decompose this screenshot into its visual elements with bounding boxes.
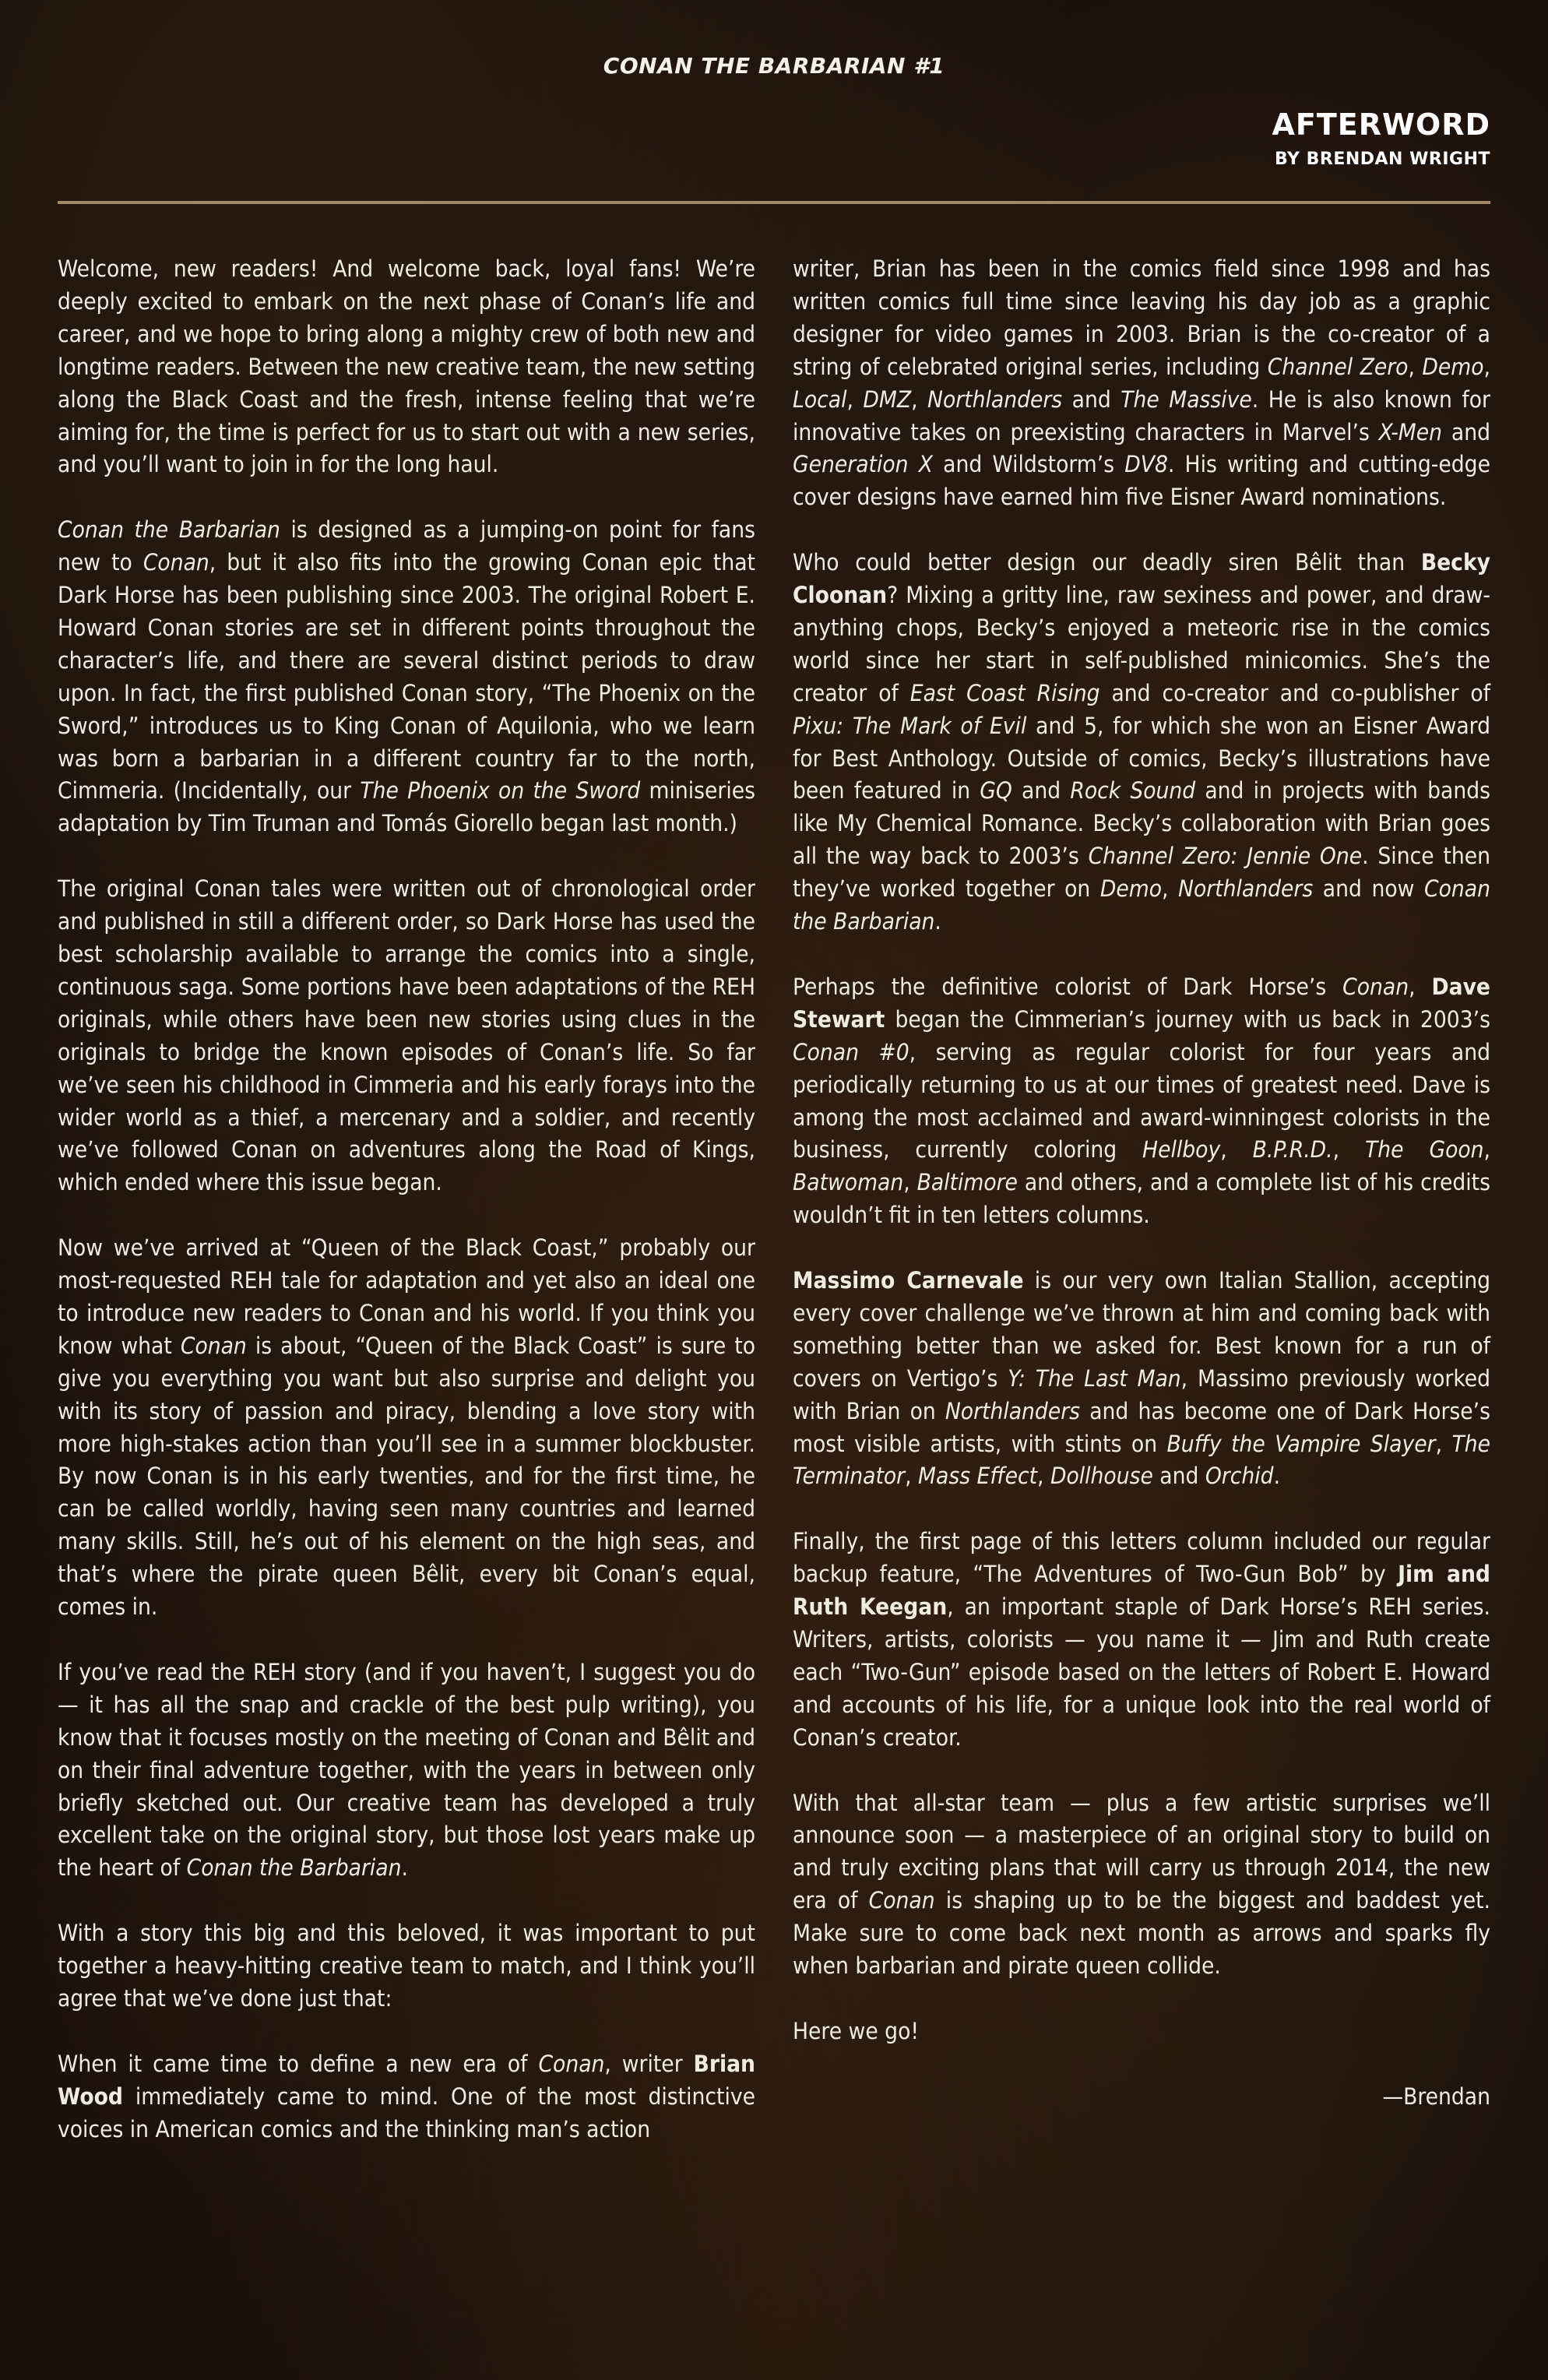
text-span: Now we’ve arrived at “Queen of the Black Coast,” probably our most-requested REH tale for adaptation and yet also an ideal one to introduce new readers to Conan and his world. If you think you know what	[58, 1234, 755, 1359]
text-span: , Massimo previously worked with Brian on	[793, 1364, 1490, 1424]
paragraph: The original Conan tales were written out of chronological order and published in still a different order, so Dark Horse has used the best scholarship available to arrange the comics into a single, continuous saga. Some portions have been adaptations of the REH originals, while others have been new stories using clues in the originals to bridge the known episodes of Conan’s life. So far we’ve seen his childhood in Cimmeria and his early forays into the wider world as a thief, a mercenary and a soldier, and recently we’ve followed Conan on adventures along the Road of Kings, which ended where this issue began.	[58, 875, 755, 1196]
byline: BY BRENDAN WRIGHT	[1274, 150, 1490, 169]
paragraph	[58, 514, 755, 840]
text-span: Mass Effect	[918, 1463, 1038, 1490]
header-divider	[58, 201, 1490, 204]
paragraph	[58, 1656, 755, 1885]
text-span: Local	[793, 386, 847, 413]
text-span: and	[1011, 777, 1071, 804]
paragraph	[793, 1787, 1490, 1983]
text-span: Demo	[1422, 353, 1484, 380]
text-span: ,	[846, 386, 864, 413]
text-span: Finally, the first page of this letters column included our regular backup feature, “The Adventures of Two-Gun Bob” by	[793, 1528, 1490, 1588]
text-span: Orchid	[1205, 1463, 1274, 1490]
text-span: Dave Stewart	[793, 973, 1490, 1033]
text-span: , but it also fits into the growing Conan epic that Dark Horse has been publishing since 2003. The original Robert E. Howard Conan stories are set in different points throughout the character’s life, and there are several distinct periods to draw upon. In fact, the first published Conan story, “The Phoenix on the Sword,” introduces us to King Conan of Aquilonia, who we learn was born a barbarian in a different country far to the north, Cimmeria. (Incidentally, our	[58, 549, 755, 804]
text-span: . Since then they’ve worked together on	[793, 843, 1490, 903]
text-span: and in projects with bands like My Chemical Romance. Becky’s collaboration with Brian goes all the way back to 2003’s	[793, 777, 1490, 870]
text-span: and now	[1313, 875, 1425, 903]
text-span: When it came time to define a new era of	[58, 2050, 539, 2077]
text-span: Conan the Barbarian	[58, 516, 280, 544]
paragraph	[793, 1526, 1490, 1754]
paragraph	[793, 253, 1490, 514]
text-span: is our very own Italian Stallion, accepting every cover challenge we’ve thrown at him and coming back with something better than we asked for. Best known for a run of covers on Vertigo’s	[793, 1267, 1490, 1392]
text-span: Generation X	[793, 451, 933, 478]
text-span: miniseries adaptation by Tim Truman and Tomás Giorello began last month.)	[58, 777, 755, 837]
text-span: is designed as a jumping-on point for fans new to	[58, 516, 755, 576]
series-title: CONAN THE BARBARIAN #1	[603, 53, 945, 79]
text-span: Conan	[1342, 973, 1409, 1000]
text-span: X-Men	[1378, 418, 1443, 445]
text-span: and	[1442, 418, 1490, 445]
text-span: The Goon	[1365, 1136, 1484, 1164]
text-span: Conan the Barbarian	[186, 1854, 402, 1882]
text-span: Baltimore	[916, 1169, 1018, 1196]
paragraph	[58, 2048, 755, 2146]
text-span: . He is also known for innovative takes on preexisting characters in Marvel’s	[793, 386, 1490, 445]
paragraph	[58, 1232, 755, 1624]
text-span: DV8	[1124, 451, 1168, 478]
text-span: ,	[1332, 1136, 1366, 1164]
paragraph: Welcome, new readers! And welcome back, loyal fans! We’re deeply excited to embark on the next phase of Conan’s life and career, and we hope to bring along a mighty crew of both new and longtime readers. Between the new creative team, the new setting along the Black Coast and the fresh, intense feeling that we’re aiming for, the time is perfect for us to start out with a new series, and you’ll want to join in for the long haul.	[58, 255, 755, 478]
text-span: ,	[1435, 1430, 1452, 1457]
text-span: Becky Cloonan	[793, 549, 1490, 609]
text-span: . His writing and cutting-edge cover designs have earned him five Eisner Award nominations.	[793, 451, 1490, 511]
text-span: ? Mixing a gritty line, raw sexiness and power, and draw-anything chops, Becky’s enjoyed a meteoric rise in the comics world since her start in self-published minicomics. She’s the creator of	[793, 582, 1490, 706]
text-span: and 5, for which she won an Eisner Award for Best Anthology. Outside of comics, Becky’s illustrations have been featured in	[793, 712, 1490, 804]
text-span: The Terminator	[793, 1430, 1491, 1490]
text-span: Who could better design our deadly siren Bêlit than	[793, 549, 1421, 576]
text-span: is shaping up to be the biggest and baddest yet. Make sure to come back next month as arrows and sparks fly when barbarian and pirate queen collide.	[793, 1887, 1490, 1980]
text-span: Northlanders	[945, 1397, 1081, 1424]
text-span: .	[401, 1854, 408, 1882]
text-span: and has become one of Dark Horse’s most visible artists, with stints on	[793, 1397, 1490, 1457]
text-span: Conan	[538, 2050, 605, 2077]
text-span: Channel Zero: Jennie One	[1088, 843, 1363, 870]
text-span: Pixu: The Mark of Evil	[793, 712, 1027, 739]
text-span: Northlanders	[1178, 875, 1314, 903]
text-span: Brian Wood	[58, 2050, 756, 2110]
text-span: .	[934, 908, 941, 935]
paragraph: With a story this big and this beloved, it was important to put together a heavy-hitting creative team to match, and I think you’ll agree that we’ve done just that:	[58, 1920, 755, 2012]
text-span: Conan #0	[793, 1038, 909, 1065]
text-span: Channel Zero	[1267, 353, 1409, 380]
text-span: , serving as regular colorist for four years and periodically returning to us at our times of greatest need. Dave is among the most acclaimed and award-winningest colorists in the business, currently coloring	[793, 1038, 1490, 1164]
text-span: immediately came to mind. One of the most distinctive voices in American comics and the thinking man’s action	[58, 2082, 755, 2142]
text-span: The Massive	[1121, 386, 1252, 413]
text-span: is about, “Queen of the Black Coast” is sure to give you everything you want but also surprise and delight you with its story of passion and piracy, blending a love story with more high-stakes action than you’ll see in a summer blockbuster. By now Conan is in his early twenties, and for the first time, he can be called worldly, having seen many countries and learned many skills. Still, he’s out of his element on the high seas, and that’s where the pirate queen Bêlit, every bit Conan’s equal, comes in.	[58, 1332, 755, 1621]
text-span: writer, Brian has been in the comics field since 1998 and has written comics full time since leaving his day job as a graphic designer for video games in 2003. Brian is the co-creator of a string of celebrated original series, including	[793, 255, 1490, 380]
text-span: Y: The Last Man	[1008, 1364, 1181, 1392]
text-span: Jim and Ruth Keegan	[793, 1561, 1490, 1621]
text-span: B.P.R.D.	[1252, 1136, 1333, 1164]
page-title: AFTERWORD	[1272, 107, 1490, 142]
text-span: and	[1062, 386, 1121, 413]
text-span: , an important staple of Dark Horse’s REH series. Writers, artists, colorists — you name it — Jim and Ruth create each “Two-Gun” episode based on the letters of Robert E. Howard and accounts of his life, for a unique look into the real world of Conan’s creator.	[793, 1593, 1490, 1751]
text-span: Demo	[1099, 875, 1162, 903]
text-span: Buffy the Vampire Slayer	[1166, 1430, 1436, 1457]
left-column	[58, 253, 755, 2178]
text-span: With that all-star team — plus a few artistic surprises we’ll announce soon — a masterpiece of an original story to build on and truly exciting plans that will carry us through 2014, the new era of	[793, 1789, 1490, 1914]
text-span: Conan	[868, 1887, 935, 1914]
text-span: ,	[1037, 1463, 1050, 1490]
paragraph: Here we go!	[793, 2017, 920, 2044]
text-span: ,	[905, 1463, 919, 1490]
text-span: Hellboy	[1142, 1136, 1221, 1164]
text-span: GQ	[980, 777, 1012, 804]
signature: —Brendan	[1382, 2082, 1490, 2110]
text-span: The Phoenix on the Sword	[360, 777, 641, 804]
text-span: Rock Sound	[1070, 777, 1196, 804]
text-span: Conan the Barbarian	[793, 875, 1490, 935]
text-span: Batwoman	[793, 1169, 904, 1196]
text-span: ,	[1162, 875, 1179, 903]
text-span: ,	[903, 1169, 917, 1196]
text-span: ,	[1483, 1136, 1490, 1164]
text-span: and others, and a complete list of his credits wouldn’t fit in ten letters columns.	[793, 1169, 1490, 1229]
text-span: and	[1152, 1463, 1205, 1490]
text-span: and Wildstorm’s	[932, 451, 1125, 478]
text-span: ,	[1220, 1136, 1253, 1164]
text-span: and co-creator and co-publisher of	[1099, 679, 1491, 706]
text-span: ,	[911, 386, 928, 413]
text-span: ,	[1409, 973, 1432, 1000]
paragraph	[793, 1265, 1490, 1493]
paragraph	[793, 971, 1490, 1232]
text-span: Conan	[142, 549, 209, 576]
paragraph	[793, 547, 1490, 938]
text-span: Massimo Carnevale	[793, 1267, 1024, 1294]
text-span: East Coast Rising	[909, 679, 1100, 706]
text-span: Perhaps the definitive colorist of Dark Horse’s	[793, 973, 1343, 1000]
text-span: Dollhouse	[1050, 1463, 1153, 1490]
text-span: ,	[1408, 353, 1423, 380]
text-span: Northlanders	[927, 386, 1063, 413]
text-span: Conan	[180, 1332, 247, 1359]
text-span: began the Cimmerian’s journey with us back in 2003’s	[885, 1005, 1490, 1033]
text-span: ,	[1483, 353, 1490, 380]
text-span: DMZ	[863, 386, 912, 413]
text-span: If you’ve read the REH story (and if you haven’t, I suggest you do — it has all the snap and crackle of the best pulp writing), you know that it focuses mostly on the meeting of Conan and Bêlit and on their final adventure together, with the years in between only briefly sketched out. Our creative team has developed a truly excellent take on the original story, but those lost years make up the heart of	[58, 1658, 755, 1882]
right-column	[793, 253, 1490, 2146]
text-span: .	[1273, 1463, 1281, 1490]
text-span: , writer	[604, 2050, 694, 2077]
